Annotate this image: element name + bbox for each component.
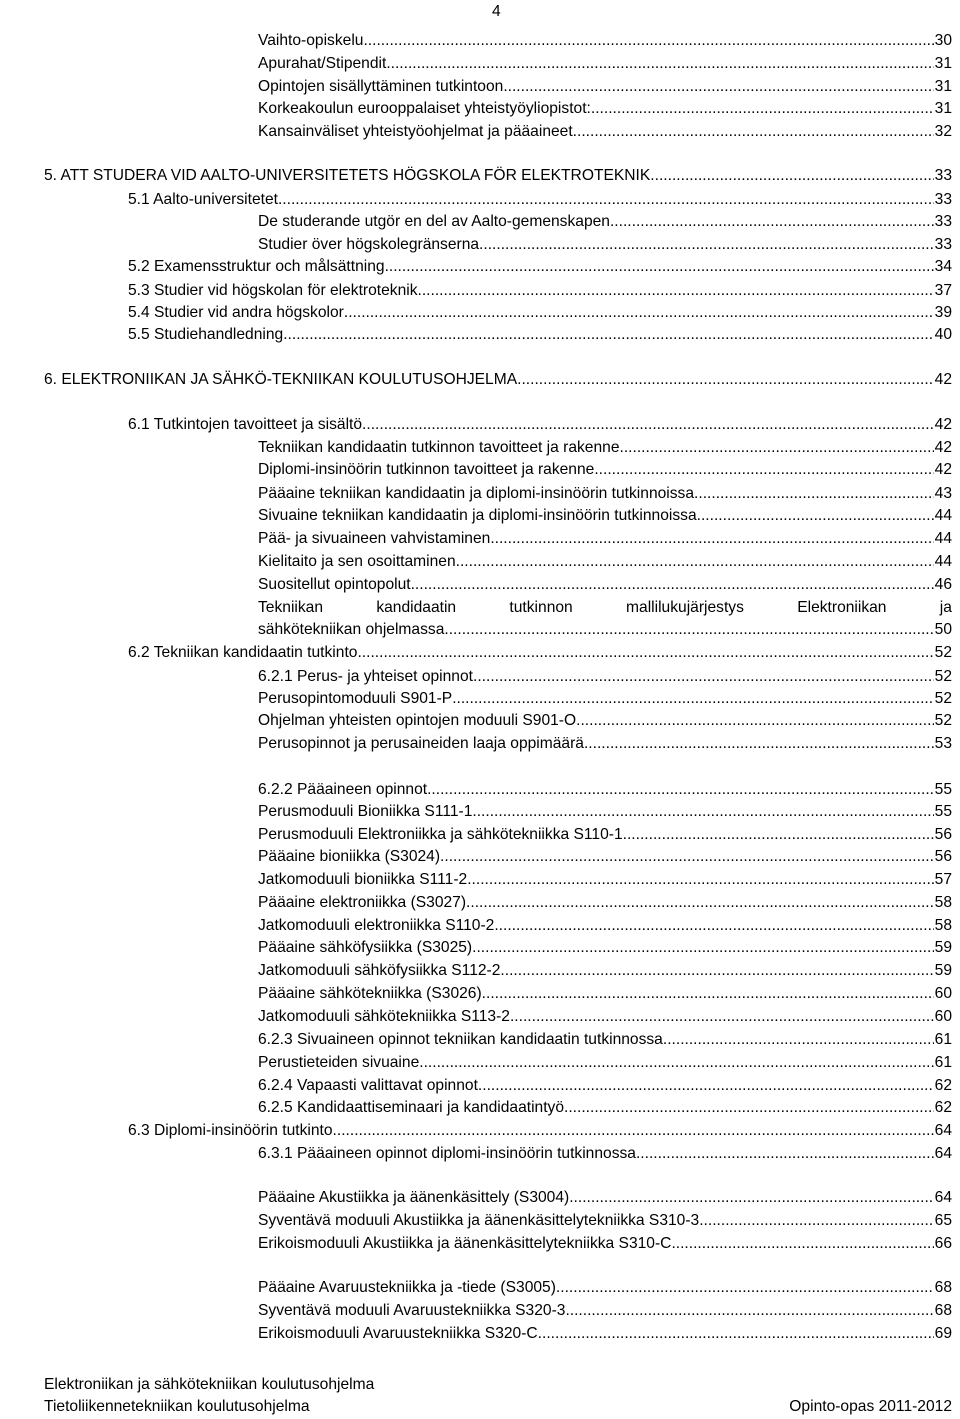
toc-dot-leader — [472, 801, 933, 823]
toc-entry[interactable] — [258, 98, 952, 120]
toc-entry-page: 65 — [934, 1212, 952, 1229]
toc-entry[interactable] — [258, 1300, 952, 1322]
toc-entry[interactable] — [258, 53, 952, 75]
toc-entry[interactable] — [258, 619, 952, 641]
toc-entry-page: 69 — [934, 1325, 952, 1342]
toc-entry[interactable] — [258, 779, 952, 801]
toc-entry-label: 6.2.1 Perus- ja yhteiset opinnot — [258, 668, 473, 685]
toc-entry[interactable] — [258, 1052, 952, 1074]
toc-entry-page: 30 — [934, 32, 952, 49]
page-number: 4 — [492, 3, 501, 20]
toc-entry[interactable] — [258, 1075, 952, 1097]
toc-dot-leader — [636, 1143, 934, 1165]
toc-entry-label: Pääaine Avaruustekniikka ja -tiede (S3005) — [258, 1279, 556, 1296]
toc-entry-label: Studier över högskolegränserna — [258, 236, 480, 253]
toc-entry-page: 68 — [934, 1279, 952, 1296]
toc-entry[interactable] — [128, 642, 952, 664]
toc-dot-leader — [333, 1120, 934, 1142]
toc-entry-label: Erikoismoduuli Avaruustekniikka S320-C — [258, 1325, 538, 1342]
toc-entry-label: Pääaine Akustiikka ja äänenkäsittely (S3004) — [258, 1189, 570, 1206]
toc-entry-page: 61 — [934, 1031, 952, 1048]
toc-entry-page: 61 — [934, 1054, 952, 1071]
toc-entry-page: 37 — [934, 282, 952, 299]
toc-entry-page: 60 — [934, 1008, 952, 1025]
toc-entry-label: Pääaine sähköfysiikka (S3025) — [258, 939, 473, 956]
toc-entry-page: 33 — [934, 213, 952, 230]
toc-entry-label: Diplomi-insinöörin tutkinnon tavoitteet ja rakenne — [258, 461, 595, 478]
toc-entry-label: Opintojen sisällyttäminen tutkintoon — [258, 78, 504, 95]
toc-dot-leader — [357, 642, 933, 664]
toc-dot-leader — [510, 1006, 934, 1028]
toc-entry[interactable] — [258, 824, 952, 846]
toc-dot-leader — [283, 324, 933, 346]
toc-entry-label: Syventävä moduuli Akustiikka ja äänenkäsittelytekniikka S310-3 — [258, 1212, 700, 1229]
toc-entry[interactable] — [258, 733, 952, 755]
toc-entry-word: Tekniikan — [258, 599, 324, 616]
toc-dot-leader — [344, 302, 934, 324]
toc-dot-leader — [418, 280, 934, 302]
toc-entry[interactable] — [128, 189, 952, 211]
toc-entry-label: 6.1 Tutkintojen tavoitteet ja sisältö — [128, 416, 363, 433]
toc-entry[interactable] — [258, 1187, 952, 1209]
toc-entry-page: 59 — [934, 939, 952, 956]
toc-entry[interactable] — [258, 869, 952, 891]
toc-entry-page: 68 — [934, 1302, 952, 1319]
toc-dot-leader — [482, 983, 934, 1005]
toc-entry-page: 62 — [934, 1077, 952, 1094]
toc-entry-page: 62 — [934, 1099, 952, 1116]
toc-entry-label: Ohjelman yhteisten opintojen moduuli S901-O — [258, 712, 577, 729]
toc-dot-leader — [444, 619, 933, 641]
toc-entry-label: Syventävä moduuli Avaruustekniikka S320-3 — [258, 1302, 566, 1319]
toc-entry-label: Jatkomoduuli elektroniikka S110-2 — [258, 917, 495, 934]
toc-dot-leader — [386, 53, 933, 75]
toc-entry-page: 33 — [934, 236, 952, 253]
toc-entry[interactable] — [258, 1210, 952, 1232]
toc-entry[interactable] — [258, 483, 952, 505]
toc-entry[interactable] — [258, 1006, 952, 1028]
toc-entry-label: Tekniikan kandidaatin tutkinnon tavoitteet ja rakenne — [258, 439, 620, 456]
toc-entry-label: 6.3.1 Pääaineen opinnot diplomi-insinöörin tutkinnossa — [258, 1145, 636, 1162]
toc-entry-word: tutkinnon — [509, 599, 573, 616]
toc-entry-page: 31 — [934, 78, 952, 95]
toc-dot-leader — [385, 256, 934, 278]
toc-entry[interactable] — [258, 551, 952, 573]
toc-entry[interactable] — [258, 234, 952, 256]
toc-dot-leader — [479, 234, 934, 256]
toc-entry-label: 5.1 Aalto-universitetet — [128, 191, 278, 208]
toc-dot-leader — [452, 688, 933, 710]
toc-entry-page: 64 — [934, 1122, 952, 1139]
toc-entry-label: Suositellut opintopolut — [258, 576, 411, 593]
toc-entry-word: mallilukujärjestys — [626, 599, 744, 616]
toc-entry[interactable] — [258, 1233, 952, 1255]
toc-entry-label: Kansainväliset yhteistyöohjelmat ja pääaineet — [258, 123, 573, 140]
toc-entry[interactable] — [258, 1143, 952, 1165]
toc-entry-page: 39 — [934, 304, 952, 321]
toc-entry-label: 6.2.3 Sivuaineen opinnot tekniikan kandidaatin tutkinnossa — [258, 1031, 663, 1048]
toc-entry[interactable] — [258, 983, 952, 1005]
footer-line-2 — [44, 1398, 952, 1416]
toc-entry-page: 42 — [934, 439, 952, 456]
toc-entry-label: 6.2 Tekniikan kandidaatin tutkinto — [128, 644, 358, 661]
toc-entry-label: Perusopintomoduuli S901-P — [258, 690, 453, 707]
toc-entry[interactable] — [258, 437, 952, 459]
toc-entry-label: Pääaine elektroniikka (S3027) — [258, 894, 467, 911]
toc-entry[interactable] — [128, 324, 952, 346]
toc-entry-page: 31 — [934, 55, 952, 72]
toc-dot-leader — [594, 459, 933, 481]
toc-entry-label: Pääaine sähkötekniikka (S3026) — [258, 985, 482, 1002]
footer-program-name-2: Tietoliikennetekniikan koulutusohjelma — [44, 1398, 310, 1415]
toc-entry-label: 5.2 Examensstruktur och målsättning — [128, 258, 385, 275]
toc-entry-label: Perusopinnot ja perusaineiden laaja oppimäärä — [258, 735, 584, 752]
toc-dot-leader — [490, 528, 933, 550]
toc-dot-leader — [576, 710, 934, 732]
toc-entry-page: 31 — [934, 100, 952, 117]
toc-entry-page: 50 — [934, 621, 952, 638]
toc-entry[interactable] — [128, 1120, 952, 1142]
toc-entry-label: Jatkomoduuli bioniikka S111-2 — [258, 871, 468, 888]
toc-dot-leader — [478, 1075, 934, 1097]
toc-dot-leader — [500, 960, 933, 982]
toc-dot-leader — [671, 1233, 933, 1255]
toc-entry[interactable] — [258, 505, 952, 527]
toc-dot-leader — [456, 551, 934, 573]
toc-entry[interactable] — [258, 1323, 952, 1345]
toc-entry-page: 66 — [934, 1235, 952, 1252]
toc-entry-label: Jatkomoduuli sähköfysiikka S112-2 — [258, 962, 501, 979]
toc-entry-page: 52 — [934, 644, 952, 661]
toc-entry-label: Pääaine bioniikka (S3024) — [258, 848, 441, 865]
toc-entry[interactable] — [128, 414, 952, 436]
toc-dot-leader — [473, 666, 934, 688]
toc-dot-leader — [697, 505, 934, 527]
toc-entry-page: 58 — [934, 894, 952, 911]
toc-entry-page: 44 — [934, 530, 952, 547]
toc-entry-label: Perusmoduuli Elektroniikka ja sähkötekniikka S110-1 — [258, 826, 623, 843]
toc-entry[interactable] — [258, 846, 952, 868]
toc-entry[interactable] — [258, 915, 952, 937]
toc-entry-page: 43 — [934, 485, 952, 502]
toc-entry-label: 5.3 Studier vid högskolan för elektroteknik — [128, 282, 418, 299]
toc-entry-page: 40 — [934, 326, 952, 343]
toc-entry-label: Kielitaito ja sen osoittaminen — [258, 553, 456, 570]
toc-entry-label: Apurahat/Stipendit — [258, 55, 387, 72]
toc-entry-page: 32 — [934, 123, 952, 140]
toc-entry-page: 42 — [934, 371, 952, 388]
toc-entry[interactable] — [258, 459, 952, 481]
toc-entry-page: 34 — [934, 258, 952, 275]
toc-entry-label: Erikoismoduuli Akustiikka ja äänenkäsittelytekniikka S310-C — [258, 1235, 672, 1252]
toc-entry-page: 46 — [934, 576, 952, 593]
toc-entry-page: 55 — [934, 781, 952, 798]
toc-dot-leader — [494, 915, 933, 937]
toc-dot-leader — [503, 76, 933, 98]
toc-entry-label: 6.2.5 Kandidaattiseminaari ja kandidaatintyö — [258, 1099, 565, 1116]
toc-entry[interactable] — [258, 937, 952, 959]
toc-entry-page: 64 — [934, 1145, 952, 1162]
toc-entry[interactable] — [258, 574, 952, 596]
toc-dot-leader — [591, 98, 934, 120]
toc-entry-label: 6.3 Diplomi-insinöörin tutkinto — [128, 1122, 333, 1139]
toc-entry-word: kandidaatin — [376, 599, 457, 616]
toc-entry[interactable] — [128, 302, 952, 324]
toc-entry[interactable] — [128, 256, 952, 278]
toc-entry-label: 6.2.2 Pääaineen opinnot — [258, 781, 428, 798]
toc-dot-leader — [569, 1187, 933, 1209]
toc-entry-label: 5. ATT STUDERA VID AALTO-UNIVERSITETETS HÖGSKOLA FÖR ELEKTROTEKNIK — [44, 167, 651, 184]
toc-entry-page: 59 — [934, 962, 952, 979]
toc-dot-leader — [411, 574, 934, 596]
toc-entry-label: Vaihto-opiskelu — [258, 32, 364, 49]
toc-entry-label: Pääaine tekniikan kandidaatin ja diplomi-insinöörin tutkinnoissa — [258, 485, 695, 502]
toc-entry[interactable] — [258, 1029, 952, 1051]
toc-entry-label: 6.2.4 Vapaasti valittavat opinnot — [258, 1077, 478, 1094]
toc-entry[interactable] — [258, 528, 952, 550]
toc-dot-leader — [472, 937, 934, 959]
toc-entry-page: 52 — [934, 668, 952, 685]
toc-entry-page: 52 — [934, 690, 952, 707]
toc-entry-label: Jatkomoduuli sähkötekniikka S113-2 — [258, 1008, 510, 1025]
toc-entry-page: 56 — [934, 848, 952, 865]
toc-entry[interactable] — [258, 1277, 952, 1299]
toc-entry-label: 5.5 Studiehandledning — [128, 326, 284, 343]
toc-entry[interactable] — [258, 666, 952, 688]
toc-dot-leader — [694, 483, 934, 505]
toc-dot-leader — [699, 1210, 933, 1232]
toc-entry-page: 52 — [934, 712, 952, 729]
toc-entry-label: Korkeakoulun eurooppalaiset yhteistyöyliopistot: — [258, 100, 591, 117]
toc-entry-label: Perustieteiden sivuaine — [258, 1054, 420, 1071]
toc-entry-page: 57 — [934, 871, 952, 888]
toc-entry[interactable] — [258, 76, 952, 98]
toc-dot-leader — [556, 1277, 934, 1299]
toc-dot-leader — [466, 892, 934, 914]
toc-entry[interactable] — [258, 892, 952, 914]
toc-entry[interactable] — [258, 688, 952, 710]
toc-entry-page: 44 — [934, 553, 952, 570]
toc-dot-leader — [584, 733, 934, 755]
toc-entry-page: 53 — [934, 735, 952, 752]
toc-dot-leader — [663, 1029, 934, 1051]
toc-entry-label: sähkötekniikan ohjelmassa — [258, 621, 445, 638]
toc-dot-leader — [517, 369, 934, 391]
footer-line-1 — [44, 1376, 952, 1394]
toc-dot-leader — [362, 414, 934, 436]
toc-entry[interactable] — [258, 30, 952, 52]
toc-entry[interactable] — [258, 801, 952, 823]
toc-dot-leader — [278, 189, 934, 211]
toc-entry[interactable] — [258, 597, 952, 619]
toc-entry-label: 6. ELEKTRONIIKAN JA SÄHKÖ-TEKNIIKAN KOULUTUSOHJELMA — [44, 371, 518, 388]
toc-entry-word: Elektroniikan — [797, 599, 887, 616]
toc-entry-page: 64 — [934, 1189, 952, 1206]
toc-entry-word: ja — [939, 599, 952, 616]
toc-entry-page: 33 — [934, 191, 952, 208]
footer-program-name: Elektroniikan ja sähkötekniikan koulutusohjelma — [44, 1376, 375, 1393]
toc-dot-leader — [427, 779, 934, 801]
toc-entry-page: 44 — [934, 507, 952, 524]
toc-entry-label: Perusmoduuli Bioniikka S111-1 — [258, 803, 473, 820]
toc-dot-leader — [623, 824, 934, 846]
toc-dot-leader — [565, 1300, 933, 1322]
toc-entry-page: 55 — [934, 803, 952, 820]
toc-entry-label: 5.4 Studier vid andra högskolor — [128, 304, 344, 321]
toc-entry-label: Sivuaine tekniikan kandidaatin ja diplomi-insinöörin tutkinnoissa — [258, 507, 697, 524]
toc-entry-label: De studerande utgör en del av Aalto-gemenskapen — [258, 213, 610, 230]
toc-entry[interactable] — [128, 280, 952, 302]
toc-entry[interactable] — [258, 1097, 952, 1119]
toc-entry[interactable] — [258, 710, 952, 732]
toc-entry-page: 56 — [934, 826, 952, 843]
toc-entry-page: 58 — [934, 917, 952, 934]
footer-guide-year: Opinto-opas 2011-2012 — [789, 1398, 952, 1415]
toc-entry[interactable] — [258, 211, 952, 233]
toc-dot-leader — [620, 437, 934, 459]
toc-dot-leader — [610, 211, 934, 233]
toc-dot-leader — [440, 846, 934, 868]
toc-dot-leader — [650, 165, 933, 187]
toc-dot-leader — [564, 1097, 934, 1119]
toc-entry-label: Pää- ja sivuaineen vahvistaminen — [258, 530, 491, 547]
toc-dot-leader — [538, 1323, 934, 1345]
toc-entry-page: 42 — [934, 461, 952, 478]
toc-dot-leader — [419, 1052, 933, 1074]
toc-entry[interactable] — [258, 121, 952, 143]
toc-entry-label — [258, 597, 952, 619]
toc-dot-leader — [573, 121, 934, 143]
toc-entry-page: 42 — [934, 416, 952, 433]
toc-dot-leader — [467, 869, 933, 891]
toc-entry[interactable] — [44, 369, 952, 391]
toc-dot-leader — [363, 30, 933, 52]
toc-entry[interactable] — [258, 960, 952, 982]
toc-entry[interactable] — [44, 165, 952, 187]
toc-entry-page: 33 — [934, 167, 952, 184]
toc-entry-page: 60 — [934, 985, 952, 1002]
